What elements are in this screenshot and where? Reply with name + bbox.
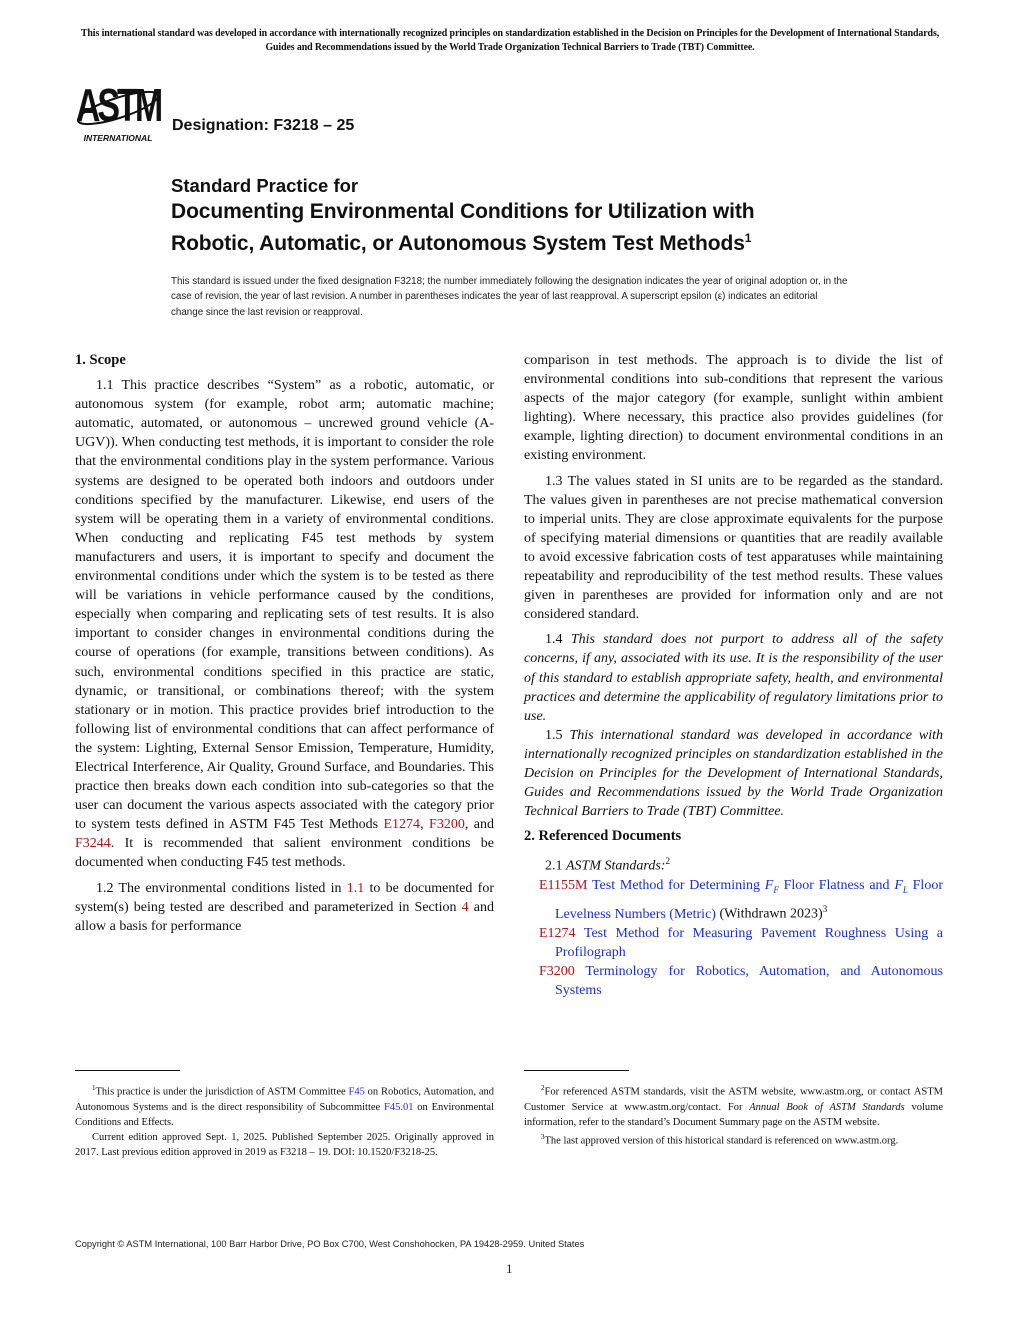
paragraph-1-1: 1.1 This practice describes “System” as a robotic, automatic, or autonomous system (for example, robot arm; automatic machine; automatic, automated, or autonomous – uncrewed ground vehicle (A-UGV)). When conducting test methods, it is important to consider the role that the environmental conditions play in the system performance. Various systems are designed to be operated both indoors and outdoors under conditions specified by the manufacturer. Likewise, end users of the system will be operating them in a variety of environmental conditions. When conducting and replicating F45 test methods by system manufacturers and users, it is important to specify and document the environmental conditions under which the system is to be tested as there will be variations in vehicle performance caused by the conditions, especially when comparing and replicating sets of test results. It is also important to consider changes in environmental conditions during the course of operations (for example, transitions between conditions). As such, environmental conditions specified in this practice are static, dynamic, or transitional, or combinations thereof; with the system stationary or in motion. This practice provides brief introduction to the following list of environmental conditions that can affect performance of the system: Lighting, External Sensor Emission, Temperature, Humidity, Electrical Interference, Air Quality, Ground Surface, and Boundaries. This practice then breaks down each condition into sub-categories so that the user can document the various aspects associated with the category prior to system tests defined in ASTM F45 Test Methods E1274, F3200, and F3244. It is recommended that salient environment conditions be documented when conducting F45 test methods. [75, 378, 495, 871]
link-f3244[interactable]: F3244 [75, 836, 111, 852]
reference-code-link[interactable]: F3200 [539, 963, 575, 979]
title-line-1: Documenting Environmental Conditions for Utilization with [171, 200, 755, 223]
paragraph-1-2-continued: comparison in test methods. The approach is to divide the list of environmental conditions into sub-conditions that represent the various aspects of the major category (for example, sunlight within ambient lighting). Where necessary, this practice also provides guidelines (for example, lighting direction) to document environmental conditions in an existing environment. [524, 353, 943, 464]
right-column [524, 351, 943, 1000]
reference-code-link[interactable]: E1155M [539, 878, 588, 894]
reference-title-link[interactable]: Test Method for Measuring Pavement Roughness Using a Profilograph [555, 925, 943, 960]
copyright-line: Copyright © ASTM International, 100 Barr Harbor Drive, PO Box C700, West Conshohocken, PA 19428-2959. United States [75, 1239, 585, 1249]
paragraph-1-2: 1.2 The environmental conditions listed in 1.1 to be documented for system(s) being tested are described and parameterized in Section 4 and allow a basis for performance [75, 880, 494, 934]
footnote-1: $^1$This practice is under the jurisdiction of ASTM Committee F45 on Robotics, Automation, and Autonomous Systems and is the direct responsibility of Subcommittee F45.01 on Environmental Conditions and Effects. [75, 1084, 494, 1128]
footnotes-right [524, 1081, 943, 1149]
reference-code-link[interactable]: E1274 [539, 925, 576, 941]
link-f45-01[interactable]: F45.01 [384, 1101, 414, 1113]
paragraph-2-1: 2.1 ASTM Standards:$^2$ [545, 856, 670, 874]
section-heading-scope: 1. Scope [75, 352, 126, 368]
reference-title-link[interactable]: Terminology for Robotics, Automation, and Autonomous Systems [555, 963, 943, 999]
section-heading-referenced-documents: 2. Referenced Documents [524, 828, 682, 845]
title-line-2: Robotic, Automatic, or Autonomous System Test Methods$^1$ [171, 231, 752, 255]
paragraph-1-4: 1.4 This standard does not purport to address all of the safety concerns, if any, associated with its use. It is the responsibility of the user of this standard to establish appropriate safety, health, and environmental practices and determine the applicability of regulatory limitations prior to use. [524, 632, 943, 724]
footnote-2: $^2$For referenced ASTM standards, visit the ASTM website, www.astm.org, or contact ASTM Customer Service at www.astm.org/contact. For Annual Book of ASTM Standards volume information, refer to the standard’s Document Summary page on the ASTM website. [524, 1084, 943, 1128]
link-f45[interactable]: F45 [348, 1086, 365, 1098]
document-title [171, 174, 754, 257]
astm-logo-icon [74, 78, 162, 144]
title-prefix: Standard Practice for [171, 175, 359, 196]
reference-title-link[interactable]: Test Method for Determining $F_F$ Floor Flatness and $F_L$ Floor Levelness Numbers (Metric) [555, 878, 943, 922]
footnote-divider-right [524, 1070, 629, 1071]
title-footnote-mark[interactable]: 1 [744, 231, 752, 245]
left-column [75, 351, 494, 936]
reference-e1155m: E1155M Test Method for Determining $F_F$ Floor Flatness and $F_L$ Floor Levelness Numbers (Metric) (Withdrawn 2023)$^3$ [539, 878, 943, 922]
reference-e1274 [524, 924, 943, 962]
link-f3200[interactable]: F3200 [429, 817, 465, 833]
paragraph-1-3: 1.3 The values stated in SI units are to be regarded as the standard. The values given in parentheses are not precise mathematical conversion to imperial units. They are close approximate equivalents for the purpose of specifying material dimensions or quantities that are readily available to avoid excessive fabrication costs of test apparatuses while maintaining repeatability and reproducibility of the test method results. These values given in parentheses are provided for information only and are not considered standard. [524, 473, 943, 623]
paragraph-1-5: 1.5 This international standard was developed in accordance with internationally recognized principles on standardization established in the Decision on Principles for the Development of International Standards, Guides and Recommendations issued by the World Trade Organization Technical Barriers to Trade (TBT) Committee. [524, 727, 944, 820]
link-section-1-1[interactable]: 1.1 [346, 880, 365, 896]
footnotes-left [75, 1081, 494, 1161]
link-e1274[interactable]: E1274 [383, 817, 421, 833]
page-number: 1 [506, 1261, 513, 1276]
international-standard-notice: This international standard was developed in accordance with internationally recognized principles on standardization established in the Decision on Principles for the Development of International Standards, Guides and Recommendations issued by the World Trade Organization Technical Barriers to Trade (TBT) Committee. [80, 28, 940, 53]
reference-f3200 [524, 962, 943, 1000]
link-section-4[interactable]: 4 [461, 899, 469, 915]
footnote-divider-left [75, 1070, 180, 1071]
edition-note: Current edition approved Sept. 1, 2025. Published September 2025. Originally approved in 2017. Last previous edition approved in 2019 as F3218 – 19. DOI: 10.1520/F3218-25. [75, 1132, 494, 1159]
logo-letters: ASTM [75, 79, 161, 132]
footnote-3: $^3$The last approved version of this historical standard is referenced on www.astm.org. [541, 1133, 899, 1147]
logo-subtitle: INTERNATIONAL [83, 133, 153, 143]
designation: Designation: F3218 – 25 [172, 117, 355, 134]
issue-note: This standard is issued under the fixed designation F3218; the number immediately following the designation indicates the year of original adoption or, in the case of revision, the year of last revision. A number in parentheses indicates the year of last reapproval. A superscript epsilon (ε) indicates an editorial change since the last revision or reapproval. [171, 276, 848, 318]
